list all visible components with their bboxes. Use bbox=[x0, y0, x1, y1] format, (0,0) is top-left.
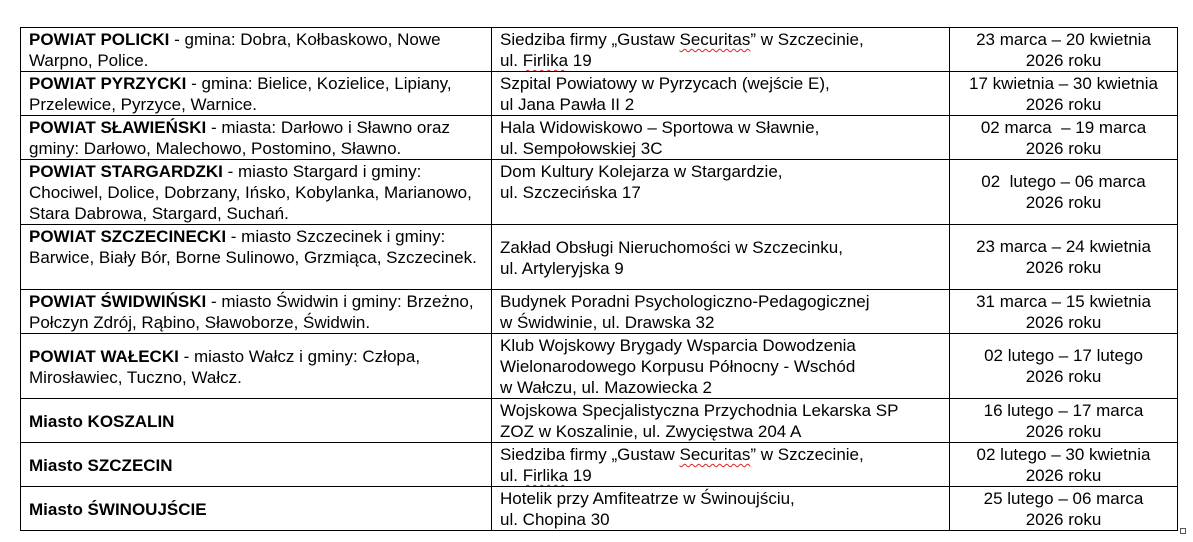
dates-line: 2026 roku bbox=[1025, 94, 1102, 114]
dates-line: 16 lutego – 17 marca bbox=[983, 400, 1144, 420]
dates-line: 2026 roku bbox=[1025, 312, 1102, 332]
table-row bbox=[21, 160, 1178, 225]
location-cell bbox=[492, 160, 950, 225]
county-name: POWIAT SZCZECINECKI bbox=[29, 227, 227, 246]
location-line: Wielonarodowego Korpusu Północny - Wschód bbox=[500, 357, 856, 376]
table-row bbox=[21, 399, 1178, 443]
location-cell bbox=[492, 399, 950, 443]
commune-list: - miasto Wałcz i gminy: Człopa, Mirosławiec, Tuczno, Wałcz. bbox=[29, 346, 421, 387]
dates-line: 2026 roku bbox=[1025, 509, 1102, 529]
table-row bbox=[21, 443, 1178, 487]
location-line: w Wałczu, ul. Mazowiecka 2 bbox=[500, 378, 712, 397]
commune-list: - gmina: Bielice, Kozielice, Lipiany, Przelewice, Pyrzyce, Warnice. bbox=[29, 74, 452, 114]
county-name: POWIAT STARGARDZKI bbox=[29, 162, 223, 181]
county-cell bbox=[21, 290, 492, 334]
county-name: POWIAT WAŁECKI bbox=[29, 346, 179, 366]
county-cell bbox=[21, 225, 492, 290]
location-line: ul. Artyleryjska 9 bbox=[500, 258, 624, 278]
table-row bbox=[21, 28, 1178, 72]
county-name: Miasto SZCZECIN bbox=[29, 455, 173, 475]
dates-cell bbox=[950, 290, 1178, 334]
dates-line: 2026 roku bbox=[1025, 138, 1102, 158]
dates-cell bbox=[950, 399, 1178, 443]
county-name: POWIAT ŚWIDWIŃSKI bbox=[29, 292, 207, 311]
location-cell bbox=[492, 225, 950, 290]
county-cell bbox=[21, 28, 492, 72]
dates-cell bbox=[950, 28, 1178, 72]
location-line: ul. Szczecińska 17 bbox=[500, 183, 641, 202]
dates-line: 02 marca – 19 marca bbox=[980, 117, 1147, 137]
county-cell bbox=[21, 443, 492, 487]
commune-list: - gmina: Dobra, Kołbaskowo, Nowe Warpno, Police. bbox=[29, 30, 441, 70]
dates-line: 02 lutego – 06 marca bbox=[981, 172, 1146, 191]
location-line: Hala Widowiskowo – Sportowa w Sławnie, bbox=[500, 118, 820, 137]
location-line: ul. Sempołowskiej 3C bbox=[500, 139, 663, 158]
location-line: Wojskowa Specjalistyczna Przychodnia Lekarska SP bbox=[500, 401, 899, 420]
location-line: ul. Chopina 30 bbox=[500, 510, 610, 529]
county-name: POWIAT POLICKI bbox=[29, 30, 170, 49]
dates-line: 17 kwietnia – 30 kwietnia bbox=[968, 73, 1158, 93]
dates-line: 2026 roku bbox=[1025, 50, 1102, 70]
dates-cell bbox=[950, 72, 1178, 116]
commune-list: - miasto Szczecinek i gminy: Barwice, Biały Bór, Borne Sulinowo, Grzmiąca, Szczecinek. bbox=[29, 227, 477, 267]
location-cell bbox=[492, 334, 950, 399]
location-line: ZOZ w Koszalinie, ul. Zwycięstwa 204 A bbox=[500, 422, 802, 441]
dates-line: 02 lutego – 30 kwietnia bbox=[976, 444, 1151, 464]
location-line: Szpital Powiatowy w Pyrzycach (wejście E), bbox=[500, 74, 830, 93]
county-name: Miasto KOSZALIN bbox=[29, 411, 175, 431]
location-cell bbox=[492, 28, 950, 72]
commune-list: - miasto Świdwin i gminy: Brzeżno, Połczyn Zdrój, Rąbino, Sławoborze, Świdwin. bbox=[29, 292, 474, 332]
table-row bbox=[21, 487, 1178, 531]
dates-line: 23 marca – 24 kwietnia bbox=[976, 237, 1151, 256]
dates-line: 31 marca – 15 kwietnia bbox=[976, 291, 1151, 311]
location-line: Zakład Obsługi Nieruchomości w Szczecinku, bbox=[500, 237, 843, 257]
table-resize-handle[interactable] bbox=[1180, 528, 1186, 534]
dates-cell bbox=[950, 334, 1178, 399]
table-row bbox=[21, 334, 1178, 399]
county-cell bbox=[21, 334, 492, 399]
county-cell bbox=[21, 116, 492, 160]
dates-line: 2026 roku bbox=[1025, 367, 1102, 386]
commune-list: - miasta: Darłowo i Sławno oraz gminy: Darłowo, Malechowo, Postomino, Sławno. bbox=[29, 118, 451, 158]
dates-cell bbox=[950, 160, 1178, 225]
location-line: Siedziba firmy „Gustaw Securitas” w Szczecinie, bbox=[500, 30, 864, 49]
location-line: ul. Firlika 19 bbox=[500, 51, 592, 70]
location-line: Siedziba firmy „Gustaw Securitas” w Szczecinie, bbox=[500, 445, 864, 464]
dates-line: 2026 roku bbox=[1025, 465, 1102, 485]
county-name: Miasto ŚWINOUJŚCIE bbox=[29, 499, 207, 519]
location-line: w Świdwinie, ul. Drawska 32 bbox=[500, 313, 715, 332]
location-line: Dom Kultury Kolejarza w Stargardzie, bbox=[500, 162, 783, 181]
location-line: ul Jana Pawła II 2 bbox=[500, 95, 635, 114]
location-cell bbox=[492, 290, 950, 334]
dates-cell bbox=[950, 116, 1178, 160]
dates-line: 2026 roku bbox=[1025, 258, 1102, 277]
location-cell bbox=[492, 72, 950, 116]
dates-line: 2026 roku bbox=[1025, 193, 1102, 212]
dates-line: 2026 roku bbox=[1025, 421, 1102, 441]
county-cell bbox=[21, 72, 492, 116]
dates-line: 02 lutego – 17 lutego bbox=[984, 346, 1143, 365]
location-cell bbox=[492, 487, 950, 531]
county-name: POWIAT SŁAWIEŃSKI bbox=[29, 118, 207, 137]
dates-cell bbox=[950, 487, 1178, 531]
dates-cell bbox=[950, 443, 1178, 487]
county-cell bbox=[21, 487, 492, 531]
location-line: Hotelik przy Amfiteatrze w Świnoujściu, bbox=[500, 489, 795, 508]
location-cell bbox=[492, 116, 950, 160]
table-row bbox=[21, 290, 1178, 334]
commune-list: - miasto Stargard i gminy: Chociwel, Dolice, Dobrzany, Ińsko, Kobylanka, Marianowo, Stara Dabrowa, Stargard, Suchań. bbox=[29, 162, 472, 223]
table-row bbox=[21, 225, 1178, 290]
county-name: POWIAT PYRZYCKI bbox=[29, 74, 187, 93]
table-row bbox=[21, 116, 1178, 160]
dates-line: 23 marca – 20 kwietnia bbox=[976, 29, 1151, 49]
location-line: Klub Wojskowy Brygady Wsparcia Dowodzenia bbox=[500, 336, 856, 355]
location-line: ul. Firlika 19 bbox=[500, 466, 592, 485]
location-cell bbox=[492, 443, 950, 487]
dates-line: 25 lutego – 06 marca bbox=[983, 488, 1144, 508]
table-row bbox=[21, 72, 1178, 116]
county-cell bbox=[21, 399, 492, 443]
schedule-table bbox=[20, 27, 1178, 531]
county-cell bbox=[21, 160, 492, 225]
dates-cell bbox=[950, 225, 1178, 290]
location-line: Budynek Poradni Psychologiczno-Pedagogicznej bbox=[500, 292, 870, 311]
